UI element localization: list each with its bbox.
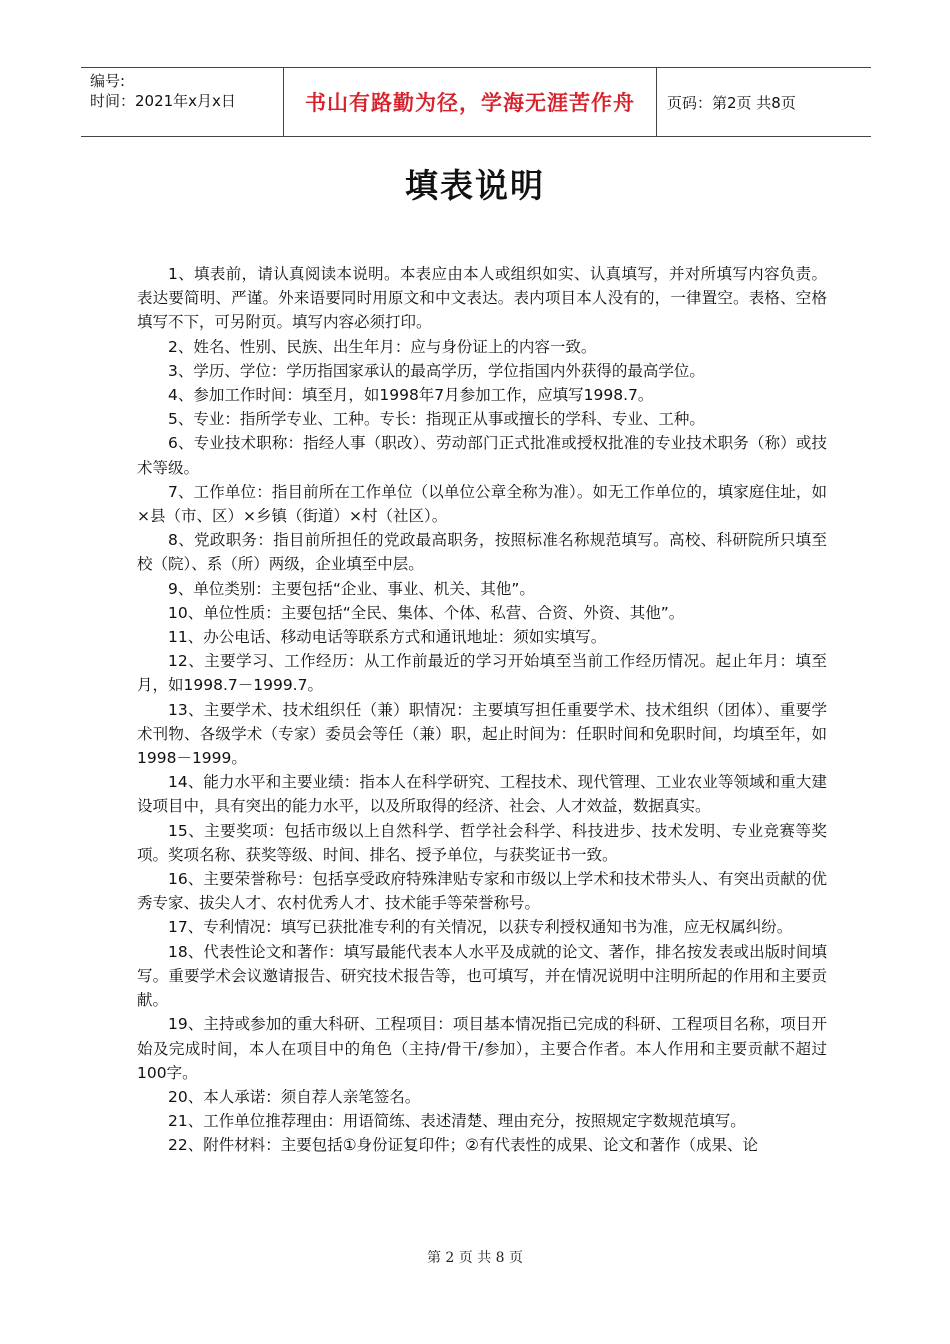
header-slogan: 书山有路勤为径，学海无涯苦作舟 xyxy=(283,68,657,136)
paragraph-2: 2、姓名、性别、民族、出生年月：应与身份证上的内容一致。 xyxy=(168,337,597,356)
paragraph-11: 11、办公电话、移动电话等联系方式和通讯地址：须如实填写。 xyxy=(168,628,607,647)
paragraph-16: 16、主要荣誉称号：包括享受政府特殊津贴专家和市级以上学术和技术带头人、有突出贡献的优秀专家、拔尖人才、农村优秀人才、技术能手等荣誉称号。 xyxy=(137,870,827,913)
paragraph-18: 18、代表性论文和著作：填写最能代表本人水平及成就的论文、著作，排名按发表或出版时间填写。重要学术会议邀请报告、研究技术报告等，也可填写，并在情况说明中注明所起的作用和主要贡献。 xyxy=(137,942,827,1010)
instructions-body xyxy=(137,262,827,1158)
header-page-info: 页码：第2页 共8页 xyxy=(667,93,796,112)
paragraph-15: 15、主要奖项：包括市级以上自然科学、哲学社会科学、科技进步、技术发明、专业竞赛等奖项。奖项名称、获奖等级、时间、排名、授予单位，与获奖证书一致。 xyxy=(137,821,827,864)
paragraph-4: 4、参加工作时间：填至月，如1998年7月参加工作，应填写1998.7。 xyxy=(168,386,654,405)
paragraph-13: 13、主要学术、技术组织任（兼）职情况：主要填写担任重要学术、技术组织（团体）、重要学术刊物、各级学术（专家）委员会等任（兼）职，起止时间为：任职时间和免职时间，均填至年，如1998－1999。 xyxy=(137,700,827,768)
paragraph-14: 14、能力水平和主要业绩：指本人在科学研究、工程技术、现代管理、工业农业等领域和重大建设项目中，具有突出的能力水平，以及所取得的经济、社会、人才效益，数据真实。 xyxy=(137,773,827,816)
paragraph-10: 10、单位性质：主要包括“全民、集体、个体、私营、合资、外资、其他”。 xyxy=(168,603,685,622)
paragraph-9: 9、单位类别：主要包括“企业、事业、机关、其他”。 xyxy=(168,579,535,598)
page-header xyxy=(81,67,871,137)
paragraph-8: 8、党政职务：指目前所担任的党政最高职务，按照标准名称规范填写。高校、科研院所只填至校（院）、系（所）两级，企业填至中层。 xyxy=(137,531,827,574)
paragraph-1: 1、填表前，请认真阅读本说明。本表应由本人或组织如实、认真填写，并对所填写内容负责。表达要简明、严谨。外来语要同时用原文和中文表达。表内项目本人没有的，一律置空。表格、空格填写不下，可另附页。填写内容必须打印。 xyxy=(137,265,827,332)
paragraph-19: 19、主持或参加的重大科研、工程项目：项目基本情况指已完成的科研、工程项目名称，项目开始及完成时间，本人在项目中的角色（主持/骨干/参加），主要合作者。本人作用和主要贡献不超过100字。 xyxy=(137,1015,827,1082)
number-label: 编号: xyxy=(90,72,126,90)
paragraph-3: 3、学历、学位：学历指国家承认的最高学历，学位指国内外获得的最高学位。 xyxy=(168,361,705,380)
paragraph-12: 12、主要学习、工作经历：从工作前最近的学习开始填至当前工作经历情况。起止年月：填至月，如1998.7－1999.7。 xyxy=(137,652,827,695)
paragraph-6: 6、专业技术职称：指经人事（职改）、劳动部门正式批准或授权批准的专业技术职务（称）或技术等级。 xyxy=(137,434,827,477)
paragraph-22: 22、附件材料：主要包括①身份证复印件；②有代表性的成果、论文和著作（成果、论 xyxy=(168,1136,759,1155)
time-label: 时间：2021年x月x日 xyxy=(90,92,236,110)
page-footer: 第 2 页 共 8 页 xyxy=(426,1250,524,1266)
paragraph-7: 7、工作单位：指目前所在工作单位（以单位公章全称为准）。如无工作单位的，填家庭住址，如×县（市、区）×乡镇（街道）×村（社区）。 xyxy=(137,482,827,526)
paragraph-17: 17、专利情况：填写已获批准专利的有关情况，以获专利授权通知书为准，应无权属纠纷。 xyxy=(168,918,793,937)
page-title: 填表说明 xyxy=(405,166,545,205)
paragraph-20: 20、本人承诺：须自荐人亲笔签名。 xyxy=(168,1087,421,1106)
paragraph-5: 5、专业：指所学专业、工种。专长：指现正从事或擅长的学科、专业、工种。 xyxy=(168,410,705,429)
paragraph-21: 21、工作单位推荐理由：用语简练、表述清楚、理由充分，按照规定字数规范填写。 xyxy=(168,1112,746,1131)
header-meta xyxy=(81,68,283,136)
